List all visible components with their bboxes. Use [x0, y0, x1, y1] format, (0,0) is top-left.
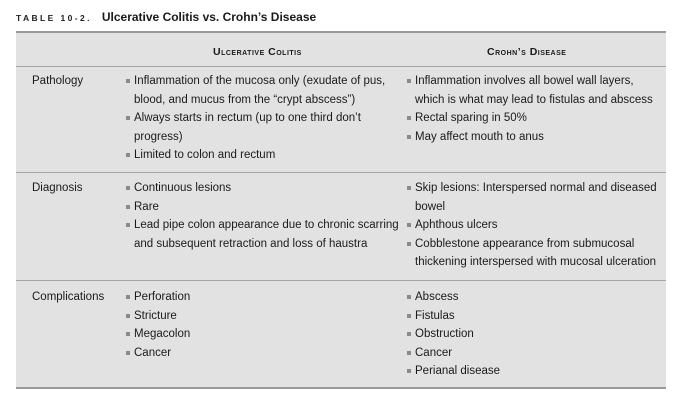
- list-item: [407, 362, 659, 381]
- list-item-text: Inflammation of the mucosa only (exudate of pus, blood, and mucus from the “crypt abscess”): [134, 75, 386, 106]
- square-bullet-icon: [126, 314, 130, 318]
- column-header-crohns-disease: Crohn’s Disease: [487, 46, 567, 58]
- table-number: TABLE 10-2.: [16, 13, 92, 23]
- list-item-text: Perforation: [134, 291, 191, 303]
- list-item: [126, 146, 401, 165]
- list-item-text: Abscess: [415, 291, 459, 303]
- square-bullet-icon: [407, 116, 411, 120]
- square-bullet-icon: [126, 186, 130, 190]
- list-item: [407, 109, 659, 128]
- list-item-text: Continuous lesions: [134, 182, 232, 194]
- list-item: [126, 198, 401, 217]
- list-item: [407, 235, 659, 272]
- list-item: [126, 325, 401, 344]
- square-bullet-icon: [407, 135, 411, 139]
- square-bullet-icon: [407, 223, 411, 227]
- square-bullet-icon: [126, 332, 130, 336]
- row-label-pathology: Pathology: [32, 75, 84, 87]
- list-item: [126, 72, 401, 109]
- list-item-text: Stricture: [134, 309, 177, 322]
- square-bullet-icon: [407, 242, 411, 246]
- pathology-crohns-list: [407, 72, 659, 146]
- square-bullet-icon: [407, 351, 411, 355]
- row-divider: [16, 172, 666, 173]
- table-title: Ulcerative Colitis vs. Crohn’s Disease: [101, 10, 317, 24]
- list-item: [126, 216, 401, 253]
- table-row-complications: [16, 288, 666, 384]
- list-item: [407, 344, 659, 363]
- square-bullet-icon: [407, 295, 411, 299]
- column-header-ulcerative-colitis: Ulcerative Colitis: [213, 46, 302, 58]
- list-item-text: Perianal disease: [415, 365, 501, 377]
- complications-ulcerative-colitis-list: [126, 288, 401, 362]
- square-bullet-icon: [407, 369, 411, 373]
- square-bullet-icon: [407, 332, 411, 336]
- square-bullet-icon: [126, 295, 130, 299]
- list-item-text: Skip lesions: Interspersed normal and diseased bowel: [415, 182, 657, 213]
- square-bullet-icon: [126, 351, 130, 355]
- list-item: [126, 288, 401, 307]
- square-bullet-icon: [126, 153, 130, 157]
- list-item: [407, 325, 659, 344]
- list-item: [407, 72, 659, 109]
- list-item-text: Cancer: [415, 346, 453, 359]
- diagnosis-crohns-list: [407, 179, 659, 272]
- complications-crohns-list: [407, 288, 659, 381]
- list-item-text: Fistulas: [415, 309, 455, 322]
- list-item: [126, 109, 401, 146]
- square-bullet-icon: [126, 223, 130, 227]
- list-item-text: Megacolon: [134, 328, 191, 340]
- list-item-text: Inflammation involves all bowel wall layers, which is what may lead to fistulas and abscess: [415, 75, 653, 106]
- square-bullet-icon: [126, 205, 130, 209]
- square-bullet-icon: [407, 314, 411, 318]
- row-divider: [16, 280, 666, 281]
- list-item: [407, 288, 659, 307]
- list-item-text: Aphthous ulcers: [415, 219, 498, 231]
- square-bullet-icon: [407, 79, 411, 83]
- table-caption: [16, 9, 666, 25]
- list-item-text: May affect mouth to anus: [415, 130, 544, 143]
- row-label-diagnosis: Diagnosis: [32, 182, 83, 194]
- pathology-ulcerative-colitis-list: [126, 72, 401, 165]
- row-label-complications: Complications: [32, 291, 105, 303]
- list-item-text: Limited to colon and rectum: [134, 149, 276, 161]
- list-item-text: Cancer: [134, 346, 172, 359]
- list-item: [407, 179, 659, 216]
- list-item: [126, 344, 401, 363]
- list-item: [407, 216, 659, 235]
- list-item: [407, 128, 659, 147]
- comparison-table: [16, 31, 666, 389]
- table-row-pathology: [16, 72, 666, 166]
- square-bullet-icon: [126, 79, 130, 83]
- list-item-text: Rectal sparing in 50%: [415, 112, 527, 124]
- table-row-diagnosis: [16, 179, 666, 275]
- list-item: [126, 307, 401, 326]
- list-item-text: Lead pipe colon appearance due to chronic scarring and subsequent retraction and loss of haustra: [134, 219, 399, 250]
- list-item: [126, 179, 401, 198]
- list-item-text: Rare: [134, 200, 159, 213]
- diagnosis-ulcerative-colitis-list: [126, 179, 401, 253]
- square-bullet-icon: [126, 116, 130, 120]
- list-item-text: Cobblestone appearance from submucosal thickening interspersed with mucosal ulceration: [415, 237, 656, 268]
- row-divider: [16, 66, 666, 67]
- list-item-text: Obstruction: [415, 328, 474, 340]
- header-row: [16, 33, 666, 66]
- square-bullet-icon: [407, 186, 411, 190]
- list-item-text: Always starts in rectum (up to one third don’t progress): [134, 112, 361, 143]
- list-item: [407, 307, 659, 326]
